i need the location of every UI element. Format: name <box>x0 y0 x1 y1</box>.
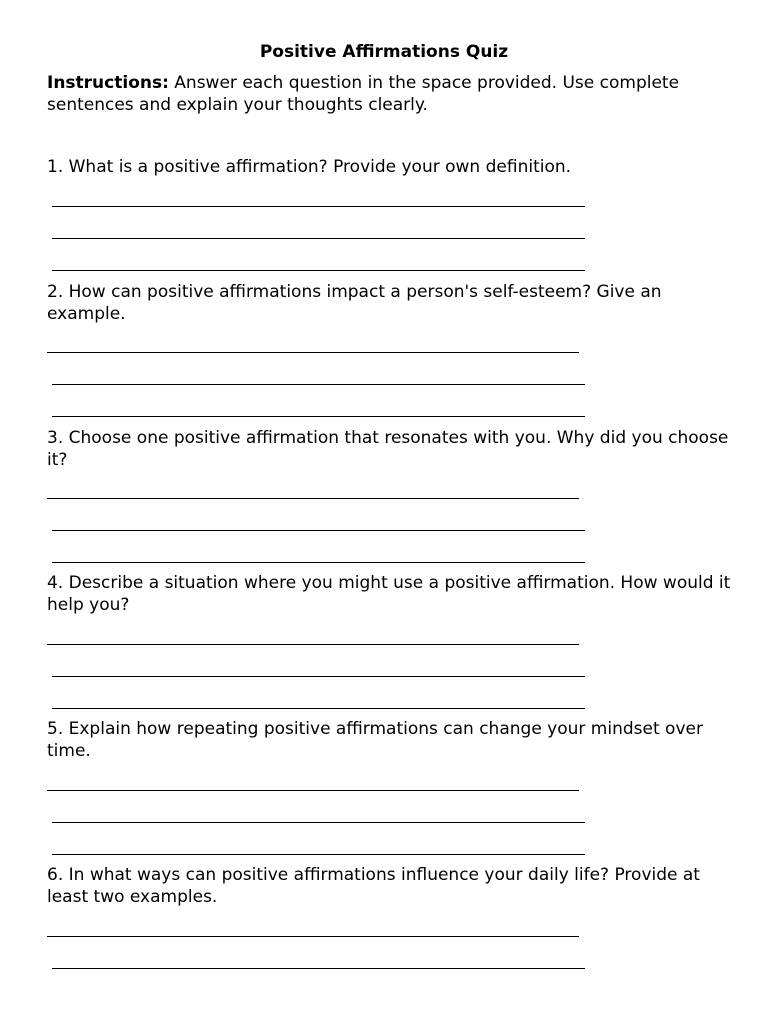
answer-line[interactable] <box>52 530 585 531</box>
answer-line[interactable] <box>47 498 579 499</box>
instructions <box>47 73 737 116</box>
answer-line[interactable] <box>47 644 579 645</box>
answer-line[interactable] <box>47 352 579 353</box>
answer-line[interactable] <box>52 708 585 709</box>
question-5: 5. Explain how repeating positive affirmations can change your mindset over time. <box>47 719 703 761</box>
instructions-label: Instructions: <box>47 73 169 93</box>
question-2: 2. How can positive affirmations impact a person's self-esteem? Give an example. <box>47 282 662 324</box>
answer-line[interactable] <box>52 270 585 271</box>
question-3: 3. Choose one positive affirmation that resonates with you. Why did you choose it? <box>47 428 729 470</box>
answer-line[interactable] <box>47 790 579 791</box>
answer-line[interactable] <box>52 968 585 969</box>
question-1: 1. What is a positive affirmation? Provide your own definition. <box>47 157 572 177</box>
question-6: 6. In what ways can positive affirmations influence your daily life? Provide at least two examples. <box>47 865 700 907</box>
answer-line[interactable] <box>52 676 585 677</box>
answer-line[interactable] <box>52 822 585 823</box>
answer-line[interactable] <box>52 416 585 417</box>
answer-line[interactable] <box>52 854 585 855</box>
answer-line[interactable] <box>52 206 585 207</box>
instructions-text: Answer each question in the space provided. Use complete sentences and explain your thoughts clearly. <box>47 73 680 115</box>
question-4: 4. Describe a situation where you might use a positive affirmation. How would it help you? <box>47 573 731 615</box>
answer-line[interactable] <box>52 562 585 563</box>
page-title: Positive Affirmations Quiz <box>259 42 509 62</box>
answer-line[interactable] <box>52 384 585 385</box>
answer-line[interactable] <box>52 238 585 239</box>
answer-line[interactable] <box>47 936 579 937</box>
